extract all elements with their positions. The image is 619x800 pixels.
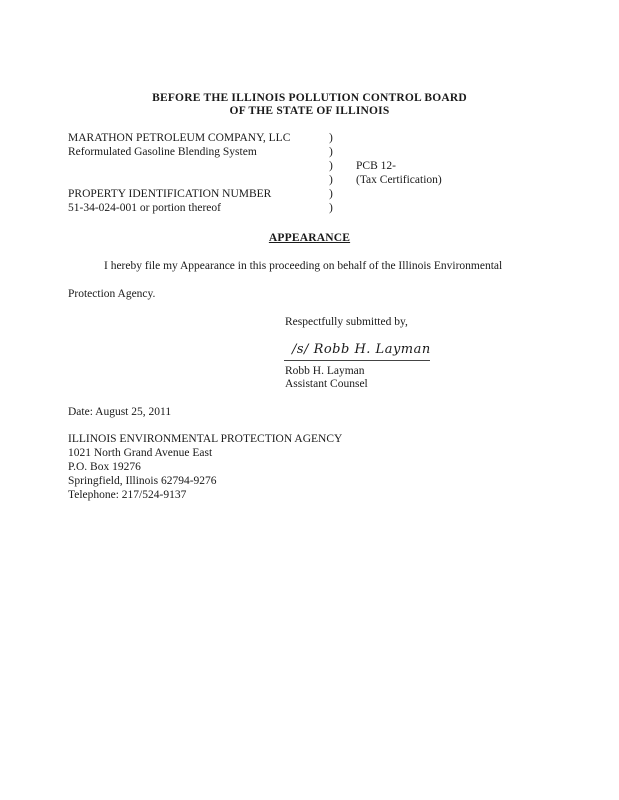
party-name: MARATHON PETROLEUM COMPANY, LLC bbox=[68, 132, 291, 144]
appearance-paragraph-line1: I hereby file my Appearance in this proceeding on behalf of the Illinois Environmental bbox=[104, 260, 503, 272]
date-line: Date: August 25, 2011 bbox=[68, 406, 172, 418]
appearance-heading: APPEARANCE bbox=[268, 232, 351, 244]
caption-paren: ) bbox=[329, 132, 333, 144]
signer-title: Assistant Counsel bbox=[285, 378, 368, 390]
case-number: PCB 12- bbox=[356, 160, 396, 172]
case-type: (Tax Certification) bbox=[356, 174, 442, 186]
electronic-signature: /s/ Robb H. Layman bbox=[292, 342, 431, 357]
signer-name: Robb H. Layman bbox=[285, 365, 365, 377]
agency-address-po-box: P.O. Box 19276 bbox=[68, 461, 141, 473]
agency-phone: Telephone: 217/524-9137 bbox=[68, 489, 187, 501]
caption-paren: ) bbox=[329, 188, 333, 200]
closing-text: Respectfully submitted by, bbox=[285, 316, 408, 328]
board-title: BEFORE THE ILLINOIS POLLUTION CONTROL BOARD bbox=[152, 92, 467, 104]
signature-line bbox=[284, 360, 430, 361]
party-system: Reformulated Gasoline Blending System bbox=[68, 146, 257, 158]
property-number: 51-34-024-001 or portion thereof bbox=[68, 202, 221, 214]
caption-paren: ) bbox=[329, 202, 333, 214]
agency-address-street: 1021 North Grand Avenue East bbox=[68, 447, 213, 459]
property-label: PROPERTY IDENTIFICATION NUMBER bbox=[68, 188, 272, 200]
caption-paren: ) bbox=[329, 174, 333, 186]
caption-paren: ) bbox=[329, 146, 333, 158]
agency-address-city: Springfield, Illinois 62794-9276 bbox=[68, 475, 217, 487]
agency-name: ILLINOIS ENVIRONMENTAL PROTECTION AGENCY bbox=[68, 433, 343, 445]
appearance-paragraph-line2: Protection Agency. bbox=[68, 288, 156, 300]
caption-paren: ) bbox=[329, 160, 333, 172]
board-subtitle: OF THE STATE OF ILLINOIS bbox=[229, 105, 390, 117]
